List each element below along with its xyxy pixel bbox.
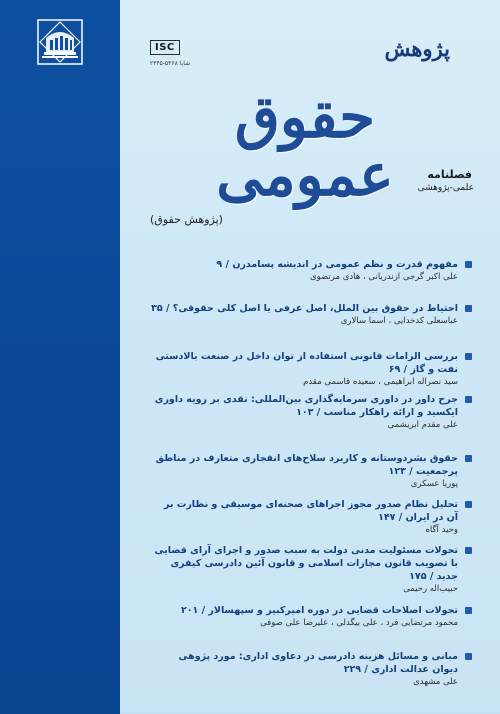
toc-item[interactable] — [150, 544, 472, 595]
article-authors: وحید آگاه — [425, 525, 458, 535]
toc-item[interactable] — [150, 452, 472, 490]
toc-item[interactable] — [150, 604, 472, 629]
toc-item[interactable] — [150, 393, 472, 431]
bullet-icon — [465, 607, 472, 614]
article-authors: عباسعلی کدخدایی ، اسما سالاری — [340, 316, 458, 326]
bullet-icon — [465, 305, 472, 312]
article-authors: سید نصراله ابراهیمی ، سعیده قاسمی مقدم — [303, 377, 458, 387]
article-authors: علی اکبر گرجی ازندریانی ، هادی مرتضوی — [309, 272, 458, 282]
article-title: مبانی و مسائل هزینه دادرسی در دعاوی اداری: مورد پژوهی دیوان عدالت اداری / ۲۲۹ — [178, 651, 458, 675]
bullet-icon — [465, 547, 472, 554]
journal-frequency: فصلنامه — [427, 168, 472, 181]
university-logo-icon — [36, 18, 84, 66]
article-title: حقوق بشردوستانه و کاربرد سلاح‌های انفجاری متعارف در مناطق پرجمعیت / ۱۲۳ — [155, 453, 458, 477]
bullet-icon — [465, 396, 472, 403]
article-authors: محمود مرتضایی فرد ، علی بیگدلی ، علیرضا علی صوفی — [260, 618, 458, 628]
journal-title: حقوق عمومی — [216, 83, 394, 209]
toc-item[interactable] — [150, 498, 472, 536]
toc-item[interactable] — [150, 302, 472, 327]
isc-badge: ISC — [150, 40, 180, 55]
article-title: تحولات اصلاحات قضایی در دوره امیرکبیر و سپهسالار / ۲۰۱ — [180, 605, 458, 616]
bullet-icon — [465, 501, 472, 508]
journal-subtitle: (پژوهش حقوق) — [150, 213, 223, 226]
toc-item[interactable] — [150, 258, 472, 283]
article-authors: علی مقدم ابریشمی — [387, 420, 458, 430]
article-title: مفهوم قدرت و نظم عمومی در اندیشه پسامدرن / ۹ — [216, 259, 458, 270]
bullet-icon — [465, 653, 472, 660]
article-title: تحلیل نظام صدور مجوز اجراهای صحنه‌ای موسیقی و نظارت بر آن در ایران / ۱۴۷ — [163, 499, 458, 523]
toc-item[interactable] — [150, 350, 472, 388]
article-authors: حبیب‌اله رحیمی — [403, 584, 458, 594]
isc-subtext: شاپا ۵۴۶۸-۲۳۴۵ — [149, 60, 191, 67]
cover-spine — [0, 0, 120, 714]
article-title: تحولات مسئولیت مدنی دولت به سبب صدور و اجرای آرای قضایی با تصویب قانون مجازات اسلامی و قانون آئین دادرسی کیفری جدید / ۱۷۵ — [154, 545, 458, 582]
article-title: جرح داور در داوری سرمایه‌گذاری بین‌المللی: نقدی بر رویه داوری ایکسید و ارائه راهکار مناسب / ۱۰۳ — [154, 394, 458, 418]
article-title: احتیاط در حقوق بین الملل، اصل عرفی یا اصل کلی حقوقی؟ / ۳۵ — [151, 303, 458, 314]
bullet-icon — [465, 353, 472, 360]
bullet-icon — [465, 261, 472, 268]
journal-pre-title: پژوهش — [384, 36, 450, 61]
article-authors: پوریا عسکری — [410, 479, 458, 489]
toc-item[interactable] — [150, 650, 472, 688]
journal-type: علمی-پژوهشی — [417, 183, 474, 193]
bullet-icon — [465, 455, 472, 462]
article-title: بررسی الزامات قانونی استفاده از توان داخل در صنعت بالادستی نفت و گاز / ۶۹ — [155, 351, 458, 375]
article-authors: علی مشهدی — [413, 677, 458, 687]
